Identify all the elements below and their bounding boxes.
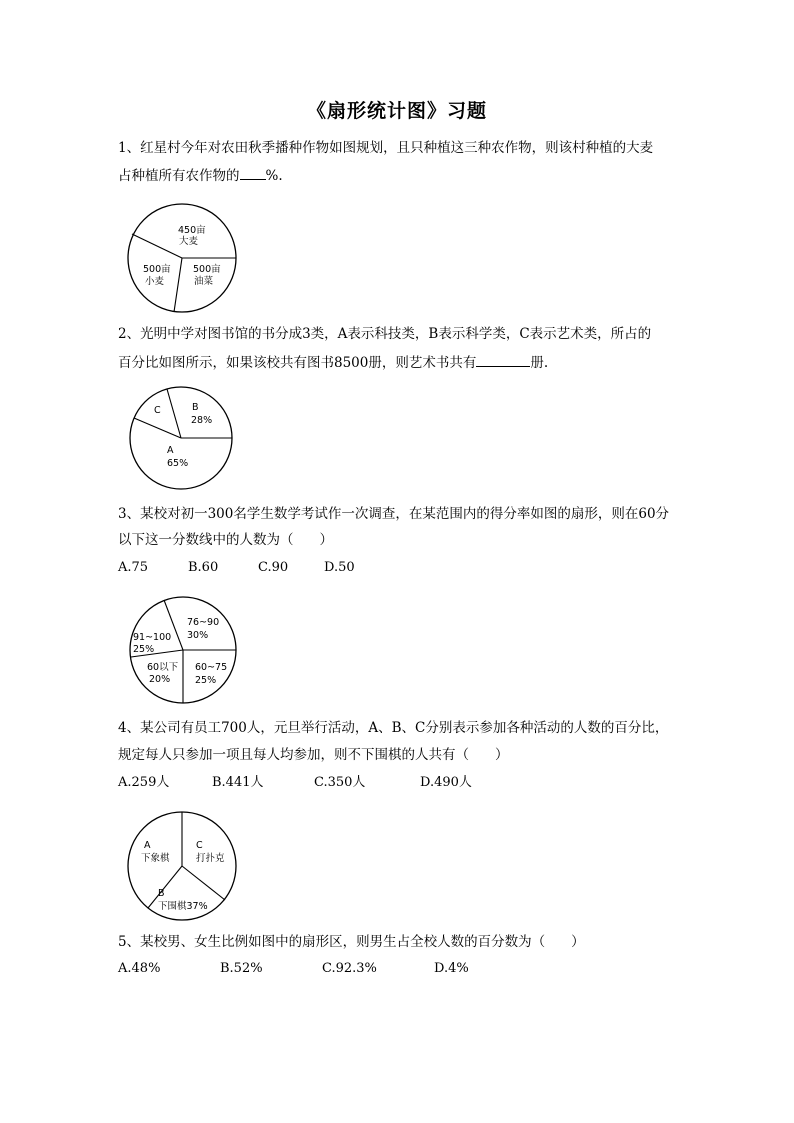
q1-answer-blank[interactable] [240, 165, 266, 180]
q4-option-a[interactable]: A.259人 [118, 775, 170, 790]
q2-label-a: A [167, 445, 174, 456]
q3-line-2-text: 以下这一分数线中的人数为（ [118, 532, 294, 548]
q2-label-c: C [154, 405, 161, 416]
q3-pie-chart [127, 595, 239, 705]
q2-label-a-percent: 65% [167, 458, 189, 469]
q2-answer-blank[interactable] [476, 352, 530, 367]
q1-line-2 [118, 165, 698, 186]
q2-label-b: B [192, 402, 199, 413]
q4-line-2-text: 规定每人只参加一项且每人均参加，则不下围棋的人共有（ [118, 747, 469, 763]
q3-line-1: 3、某校对初一300名学生数学考试作一次调查，在某范围内的得分率如图的扇形，则在60分 [118, 506, 670, 522]
q4-label-b: B [158, 888, 165, 899]
q4-option-b[interactable]: B.441人 [212, 775, 264, 790]
q5-option-d[interactable]: D.4% [434, 961, 469, 976]
page-title: 《扇形统计图》习题 [306, 100, 487, 122]
q5-option-b[interactable]: B.52% [220, 961, 263, 976]
q5-option-a[interactable]: A.48% [118, 961, 161, 976]
q1-pie-chart [126, 202, 240, 314]
q1-label-barley-area: 450亩 [178, 225, 206, 236]
q4-label-cards: 打扑克 [196, 853, 225, 864]
q3-label-60-75-percent: 25% [195, 675, 217, 686]
q2-line-2 [118, 352, 698, 373]
q2-pie-chart [127, 386, 237, 490]
q3-label-below-60-percent: 20% [149, 674, 171, 685]
q4-option-c[interactable]: C.350人 [314, 775, 366, 790]
q4-label-c: C [196, 840, 203, 851]
q3-label-76-90-percent: 30% [187, 630, 209, 641]
q4-pie-chart [126, 810, 240, 922]
q5-line-1-close: ） [571, 934, 585, 950]
q3-label-below-60: 60以下 [147, 662, 179, 673]
q2-line-1: 2、光明中学对图书馆的书分成3类，A表示科技类，B表示科学类，C表示艺术类，所占的 [118, 326, 652, 342]
q2-label-b-percent: 28% [191, 415, 213, 426]
q2-line-2-text: 百分比如图所示，如果该校共有图书8500册，则艺术书共有 [118, 355, 477, 371]
q2-line-2-suffix: 册. [530, 355, 549, 371]
q1-label-rapeseed-area: 500亩 [193, 264, 221, 275]
q1-label-wheat-area: 500亩 [143, 264, 171, 275]
q3-option-a[interactable]: A.75 [118, 560, 149, 575]
q3-option-b[interactable]: B.60 [188, 560, 219, 575]
q1-line-1: 1、红星村今年对农田秋季播种作物如图规划，且只种植这三种农作物，则该村种植的大麦 [118, 140, 654, 156]
q5-option-c[interactable]: C.92.3% [322, 961, 377, 976]
q3-line-2 [118, 530, 698, 550]
q3-label-60-75: 60~75 [195, 662, 228, 673]
q3-label-76-90: 76~90 [187, 617, 220, 628]
q1-label-barley: 大麦 [179, 236, 199, 247]
q1-line-2-text: 占种植所有农作物的 [118, 168, 240, 184]
q4-label-go-percent: 下围棋37% [158, 901, 208, 912]
q4-label-a: A [144, 840, 151, 851]
q4-line-1: 4、某公司有员工700人，元旦举行活动，A、B、C分别表示参加各种活动的人数的百分比， [118, 720, 669, 736]
q3-option-d[interactable]: D.50 [324, 560, 355, 575]
q3-label-91-100: 91~100 [133, 632, 172, 643]
q3-option-c[interactable]: C.90 [258, 560, 289, 575]
q1-label-wheat: 小麦 [145, 276, 165, 287]
q1-label-rapeseed: 油菜 [194, 276, 214, 287]
q5-line-1-text: 5、某校男、女生比例如图中的扇形区，则男生占全校人数的百分数为（ [118, 934, 546, 950]
q5-line-1 [118, 932, 698, 952]
q3-line-2-close: ） [319, 532, 333, 548]
q1-line-2-suffix: %. [265, 168, 283, 184]
q4-label-chess: 下象棋 [141, 853, 170, 864]
q3-label-91-100-percent: 25% [133, 644, 155, 655]
q4-line-2-close: ） [495, 747, 509, 763]
q4-line-2 [118, 745, 698, 765]
q4-option-d[interactable]: D.490人 [420, 775, 472, 790]
